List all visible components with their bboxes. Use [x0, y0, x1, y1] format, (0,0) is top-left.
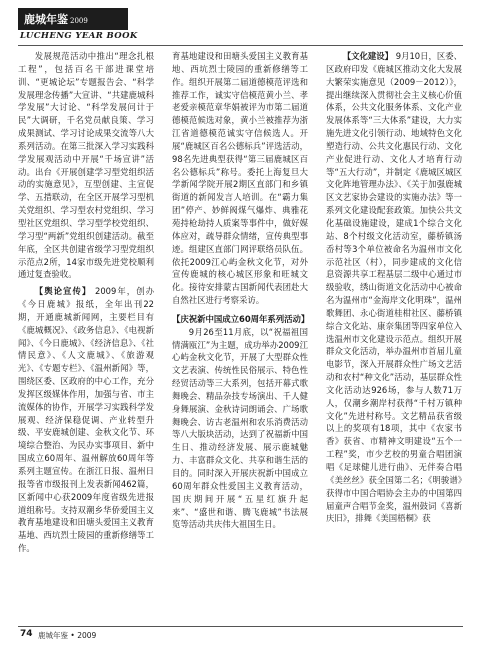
yearbook-year: 2009: [70, 17, 88, 25]
paragraph-moral-models: 育基地建设和田塘头爱国主义教育基地、西坑烈士陵园的重新修缮等工作。组织开展第二届道德模范评选和推荐工作，诚实守信模范黄小兰、孝老爱亲模范章华娟被评为市第二届道德模范候选对象，黄小兰被推荐为浙江省道德模范诚实守信候选人。开展“鹿城区百名公德标兵”评选活动，98名先进典型获得“第三届鹿城区百名公德标兵”称号。委托上海复旦大学新闻学院开展2期区直部门和乡镇街道的新闻发言人培训。在“霸力集团”停产、妙鲜阀煤气爆炸、典雅花苑持枪劫持人质案等事件中，做好媒体应对，疏导群众情绪，宣传典型事迹。组建区直部门网评联络员队伍。依托2009江心屿金秋文化节，对外宣传鹿城的核心城区形象和旺城文化。接待安排蒙古国新闻代表团赴大自然社区进行考察采访。: [172, 51, 308, 306]
section-body: 9月10日，区委、区政府印发《鹿城区推动文化大发展大繁荣实施意见（2009－2012）》，提出继续深入贯彻社会主义核心价值体系，公共文化服务体系、文化产业发展体系等“三大体系”建设，大力实施先进文化引领行动、地域特色文化塑造行动、公共文化惠民行动、文化产业促进行动、文化人才培育行动等“五大行动”，并制定《鹿城区城区文化阵地管理办法》、《关于加强鹿城区文艺家协会建设的实施办法》等一系列文化建设配套政策。加快公共文化基础设施建设，建成1个综合文化站、8个村级文化活动室，藤桥镇汤岙村等3个单位被命名为温州市文化示范社区（村），同步建成的文化信息资源共享工程基层二级中心通过市级验收，绣山街道文化活动中心被命名为温州市“金海岸文化明珠”，温州歌舞团、永心街道桂柑社区、藤桥镇综合文化站、康奈集团等四家单位入选温州市文化建设示范点。组织开展群众文化活动，举办温州市首届儿童电影节，深入开展群众性广场文艺活动和农村“种文化”活动，基层群众性文化活动达926场，参与人数71万人，仅潮乡潮岸村获得“千村万镇种文化”先进村称号。文艺精品获省级以上的奖项有18项，其中《农家书香》获省、市精神文明建设“五个一工程”奖，市少艺校的男童合唱团演唱《足球健儿进行曲》、无伴奏合唱《美丝丝》获全国第二名；《明骏谱》获得市中国合唱协会主办的中国第四届童声合唱节金奖，温州鼓词《喜新庆旧》，排舞《美国梧桐》获: [326, 51, 462, 524]
section-60th-anniversary-body: 9月26至11月底，以“祝福祖国 情满瓯江”为主题，成功举办2009江心屿金秋文化节，开展了大型群众性文艺表演、传统性民俗展示、特色性经贸活动等三大系列，包括开幕式歌舞晚会、精品杂技专场演出、千人健身舞展演、金秋诗词朗诵会、广场歌舞晚会、访古老温州和农乐消费活动等八大版块活动，达到了祝福新中国生日、推动经济发展、展示鹿城魅力、丰富群众文化、共享和谐生活的目的。同时深入开展庆祝新中国成立60周年群众性爱国主义教育活动，国庆期间开展“五星红旗升起来”、“盛世和谐、腾飞鹿城”书法展览等活动共庆伟大祖国生日。: [172, 326, 308, 530]
section-media-publicity: [18, 285, 154, 555]
text-column-1: [18, 50, 154, 555]
running-header: [18, 8, 138, 44]
yearbook-title-text: 鹿城年鉴: [24, 13, 68, 26]
page-number: 74: [20, 629, 33, 639]
text-column-3: [326, 50, 462, 525]
header-band: [18, 8, 128, 30]
text-column-2: [172, 50, 308, 531]
footer-title: 鹿城年鉴 • 2009: [38, 631, 97, 640]
header-rule: [18, 45, 463, 46]
section-body: 2009年，创办《今日鹿城》报纸，全年出刊22期，开通鹿城新闻网，主要栏目有《鹿城概况》、《政务信息》、《电视新闻》、《今日鹿城》、《经济信息》、《社情民意》、《人文鹿城》、《旅游观光》、《专题专栏》、《温州新闻》等，围绕区委、区政府的中心工作，充分发挥区级媒体作用，加强与省、市主流媒体的协作，开展学习实践科学发展观、经济保稳促调、产业转型升级、平安鹿城创建、金秋文化节、环境综合整治、为民办实事项目、新中国成立60周年、温州解放60周年等系列主题宣传。在浙江日报、温州日报等省市级报刊上发表新闻462篇，区新闻中心获2009年度省级先进报道组称号。支持双潮乡华侨爱国主义教育基地建设和田塘头爱国主义教育基地、西坑烈士陵园的重新修缮等工作。: [18, 286, 154, 554]
section-culture-construction: [326, 50, 462, 525]
yearbook-english-title: LUCHENG YEAR BOOK: [20, 31, 138, 41]
section-60th-anniversary-title: 【庆祝新中国成立60周年系列活动】: [172, 313, 310, 324]
yearbook-title: [24, 11, 88, 27]
paragraph-theory-study: 发展规范活动中推出“理念扎根工程”，包括百名干部进课堂培训、“更城论坛”专题报告会、“科学发展理念传播”大宣讲、“共建鹿城科学发展”大讨论、“科学发展问计于民”大调研，千名党员献良策、学习成果测试、学习讨论成果交流等八大系列活动。在第三批深入学习实践科学发展观活动中开展“千场宣讲”活动。出台《开展创建学习型党组织活动的实施意见》，互型创建、主宣促学、五措联动，在全区开展学习型机关党组织、学习型农村党组织、学习型社区党组织、学习型学校党组织、学习型“两新”党组织创建活动。截至年底，全区共创建省级学习型党组织示范点2所，14家市级先进党校顺利通过复查验收。: [18, 51, 154, 280]
section-title: 【舆论宣传】: [34, 286, 92, 297]
footer-rule: [18, 626, 463, 627]
section-title: 【文化建设】: [342, 51, 394, 61]
page-footer: [18, 626, 463, 640]
